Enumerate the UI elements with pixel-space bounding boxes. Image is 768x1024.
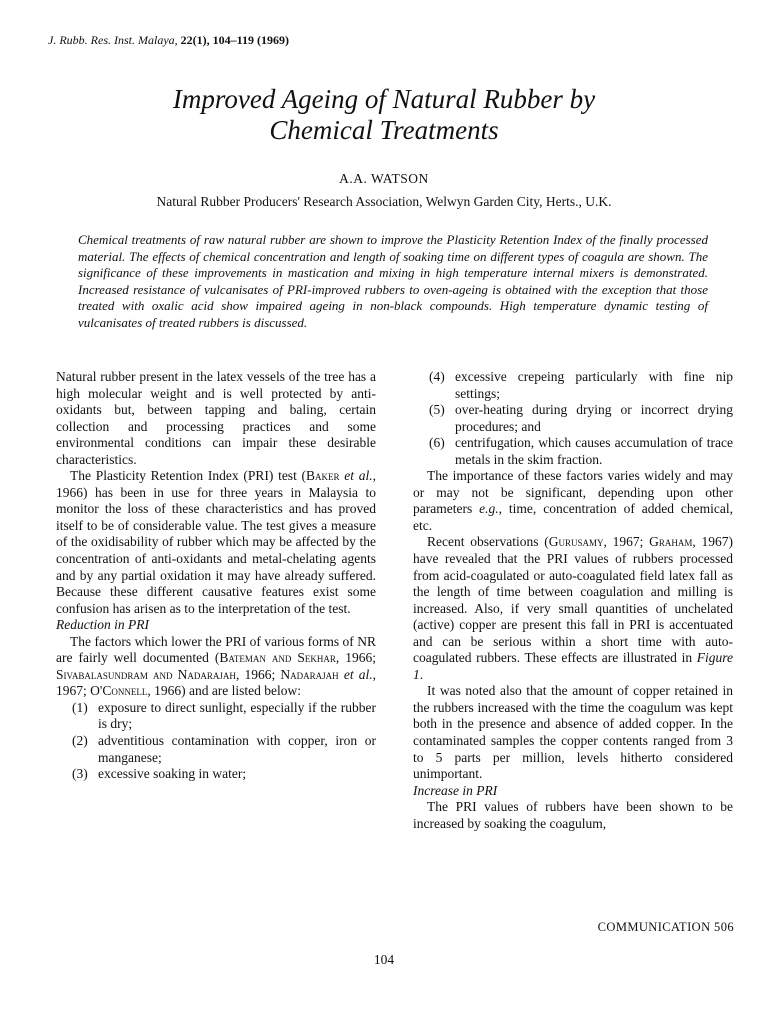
- paragraph: It was noted also that the amount of copper retained in the rubbers increased with the time the coagulum was kept both in the presence and absence of added copper. In the contaminated samples the copper contents ranged from 3 to 5 parts per million, levels hitherto considered unimportant.: [413, 683, 733, 782]
- list-text: exposure to direct sunlight, especially if the rubber is dry;: [98, 699, 376, 732]
- list-number: (1): [72, 699, 88, 715]
- list-number: (3): [72, 766, 88, 782]
- paper-title: [0, 84, 768, 146]
- paragraph: The PRI values of rubbers have been shown to be increased by soaking the coagulum,: [413, 799, 733, 831]
- citation: Bateman and Sekhar: [219, 650, 336, 666]
- section-heading: Reduction in PRI: [56, 617, 149, 633]
- list-number: (5): [429, 402, 445, 418]
- author: A.A. WATSON: [339, 171, 429, 186]
- factor-list: [56, 700, 376, 783]
- paragraph: The Plasticity Retention Index (PRI) test (Baker et al., 1966) has been in use for three years in Malaysia to monitor the loss of these characteristics and has proved itself to be of considerable value. The test gives a measure of the oxidisability of rubber which may be affected by the concentration of anti-oxidants and metal-chelating agents and by any partial oxidation it may have already suffered. Because these different causative features exist some confusion has arisen as to the interpretation of the test.: [56, 468, 376, 616]
- journal-name: J. Rubb. Res. Inst. Malaya,: [48, 33, 178, 47]
- title-line-2: Chemical Treatments: [269, 115, 499, 145]
- list-text: excessive soaking in water;: [98, 766, 247, 782]
- citation: Nadarajah: [280, 666, 339, 682]
- citation: Graham: [649, 534, 693, 550]
- page-number: 104: [373, 952, 395, 967]
- paragraph: Natural rubber present in the latex vessels of the tree has a high molecular weight and is well protected by anti-oxidants but, between tapping and baling, certain collection and processing practices and some environmental conditions can impair these desirable characteristics.: [56, 369, 376, 467]
- journal-reference: [48, 33, 289, 48]
- list-text: adventitious contamination with copper, iron or manganese;: [98, 733, 376, 765]
- right-column: [413, 369, 733, 832]
- abstract: Chemical treatments of raw natural rubber are shown to improve the Plasticity Retention Index of the finally processed material. The effects of chemical concentration and length of soaking time on different types of coagula are shown. The significance of these improvements in mastication and mixing in high temperature internal mixers is demonstrated. Increased resistance of vulcanisates of PRI-improved rubbers to oven-ageing is obtained with the exception that those treated with oxalic acid show impaired ageing in non-black compounds. High temperature dynamic testing of vulcanisates of treated rubbers is discussed.: [78, 232, 708, 330]
- affiliation: Natural Rubber Producers' Research Association, Welwyn Garden City, Herts., U.K.: [156, 194, 612, 209]
- citation: O'Connell: [90, 683, 148, 699]
- section-heading: Increase in PRI: [413, 782, 498, 798]
- citation: Baker: [306, 468, 340, 484]
- factor-list-continued: [413, 369, 733, 468]
- list-number: (4): [429, 369, 445, 384]
- list-text: over-heating during drying or incorrect drying procedures; and: [455, 402, 733, 434]
- paragraph: Recent observations (Gurusamy, 1967; Graham, 1967) have revealed that the PRI values of rubbers processed from acid-coagulated or auto-coagulated field latex fall as the length of time between coagulation and milling is increased. Also, if very small quantities of unchelated (active) copper are present this fall in PRI is accentuated and can be serious within a short time with auto-coagulated rubbers. These effects are illustrated in Figure 1.: [413, 534, 733, 682]
- list-item: [413, 435, 733, 468]
- list-item: [56, 700, 376, 733]
- citation: Sivabalasundram and Nadarajah: [56, 666, 236, 682]
- list-item: [56, 766, 376, 783]
- list-number: (2): [72, 733, 88, 749]
- list-item: [56, 733, 376, 766]
- list-item: [413, 402, 733, 435]
- communication-number: COMMUNICATION 506: [597, 920, 734, 934]
- list-text: excessive crepeing particularly with fine nip settings;: [455, 369, 733, 401]
- figure-reference: Figure 1: [413, 650, 733, 682]
- paragraph: The factors which lower the PRI of various forms of NR are fairly well documented (Bateman and Sekhar, 1966; Sivabalasundram and Nadarajah, 1966; Nadarajah et al., 1967; O'Connell, 1966) and are listed below:: [56, 633, 376, 699]
- paragraph: The importance of these factors varies widely and may or may not be significant, depending upon other parameters e.g., time, concentration of added chemical, etc.: [413, 468, 733, 533]
- journal-volume: 22(1), 104–119 (1969): [180, 33, 289, 47]
- left-column: [56, 369, 376, 783]
- title-line-1: Improved Ageing of Natural Rubber by: [172, 84, 596, 114]
- citation: Gurusamy: [548, 534, 604, 550]
- list-number: (6): [429, 435, 445, 451]
- list-text: centrifugation, which causes accumulation of trace metals in the skim fraction.: [455, 435, 733, 467]
- list-item: [413, 369, 733, 402]
